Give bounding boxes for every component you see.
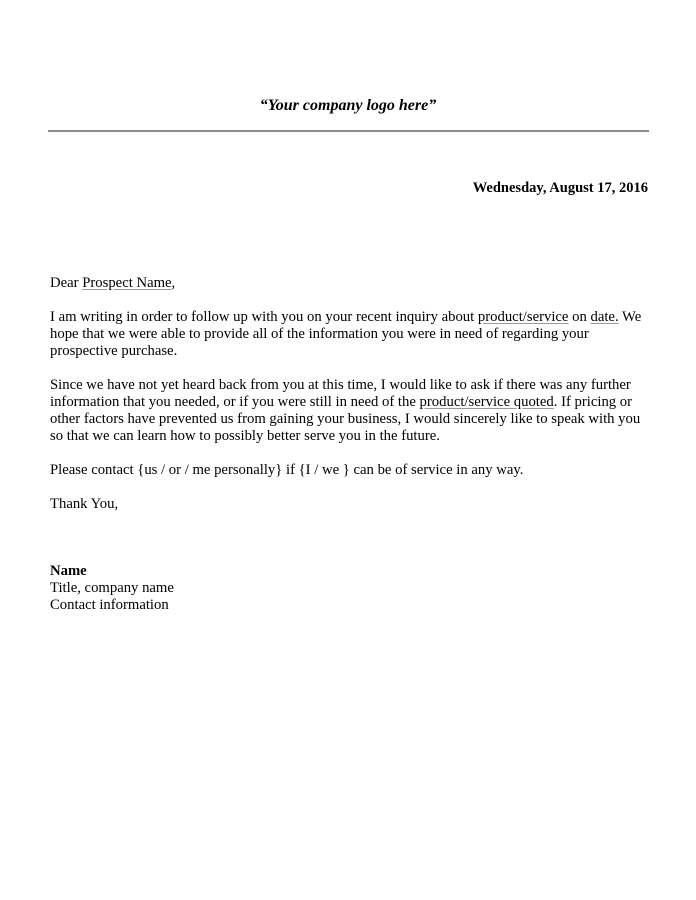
salutation-prefix: Dear xyxy=(50,275,83,291)
salutation-suffix: , xyxy=(171,275,176,291)
paragraph-text: We hope that we were able to provide all of the information you were in need of regarding your prospective purchase. xyxy=(50,309,642,359)
signature-title: Title, company name xyxy=(50,580,174,596)
paragraph-text: I am writing in order to follow up with you on your recent inquiry about xyxy=(50,309,478,325)
paragraph-text: . If pricing or other factors have prevented us from gaining your business, I would sincerely like to speak with you so that we can learn how to possibly better serve you in the future. xyxy=(50,394,641,444)
letter-date: Wednesday, August 17, 2016 xyxy=(472,180,648,196)
paragraph-follow-up xyxy=(50,377,655,445)
date-placeholder: date. xyxy=(590,309,619,325)
paragraph-text: on xyxy=(568,309,591,325)
paragraph-contact: Please contact {us / or / me personally} if {I / we } can be of service in any way. xyxy=(50,462,524,478)
product-placeholder: product/service xyxy=(477,309,569,325)
salutation xyxy=(50,275,655,292)
signature-contact: Contact information xyxy=(50,597,169,613)
recipient-name-placeholder: Prospect Name xyxy=(82,275,172,291)
closing: Thank You, xyxy=(50,496,119,512)
company-logo-placeholder: “Your company logo here” xyxy=(259,97,437,114)
signature-name: Name xyxy=(50,563,87,579)
signature-block xyxy=(50,563,655,614)
paragraph-text: Since we have not yet heard back from you at this time, I would like to ask if there was any further information that you needed, or if you were still in need of the xyxy=(50,377,631,410)
paragraph-inquiry xyxy=(50,309,655,360)
product-quoted-placeholder: product/service quoted xyxy=(419,394,554,410)
header-divider xyxy=(48,130,649,132)
